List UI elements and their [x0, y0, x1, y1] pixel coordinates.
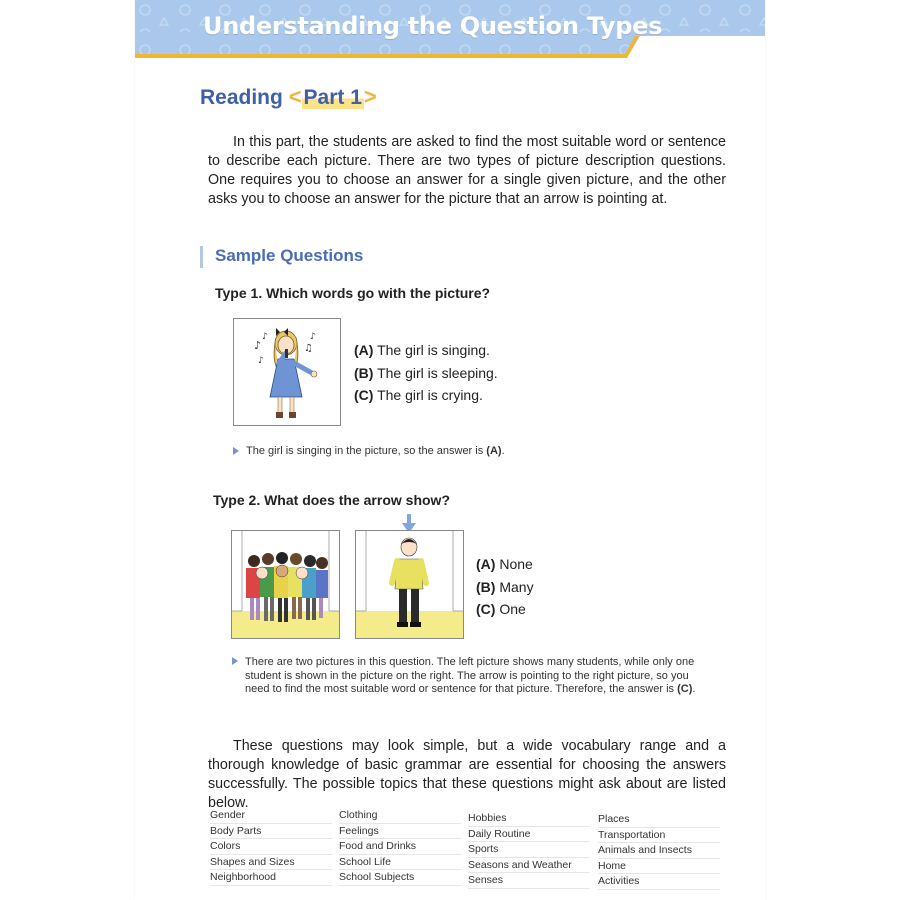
- type2-option-b: [476, 579, 534, 595]
- type1-explanation: The girl is singing in the picture, so the answer is (A).: [246, 445, 505, 457]
- header-banner: [135, 0, 765, 58]
- topic-item: Hobbies: [468, 811, 590, 827]
- option-letter: (B): [476, 579, 496, 595]
- sample-questions-heading: Sample Questions: [215, 246, 364, 265]
- option-text: None: [499, 556, 533, 572]
- option-letter: (C): [354, 387, 374, 403]
- bullet-triangle-icon: [232, 657, 238, 665]
- intro-paragraph: [208, 133, 726, 209]
- option-text: The girl is crying.: [377, 387, 483, 403]
- girl-singing-picture: [233, 318, 341, 426]
- topics-table: [210, 808, 730, 888]
- bracket-left: <: [288, 84, 302, 109]
- type2-explanation: [245, 656, 725, 697]
- type2-explanation-line: need to find the most suitable word or sentence for that picture. Therefore, the answer is (C).: [245, 683, 696, 695]
- type2-explanation-text: need to find the most suitable word or sentence for that picture. Therefore, the answer is: [245, 683, 675, 695]
- sample-heading-bar: [200, 246, 203, 268]
- section-part: Part 1: [303, 86, 362, 109]
- bracket-right: >: [363, 84, 377, 109]
- option-text: One: [499, 601, 526, 617]
- svg-text:♪: ♪: [262, 332, 268, 342]
- option-text: Many: [499, 579, 534, 595]
- option-text: The girl is singing.: [377, 342, 490, 358]
- type2-option-a: [476, 556, 533, 572]
- type1-option-a: [354, 342, 490, 358]
- topic-item: School Subjects: [339, 870, 461, 886]
- topic-item: Food and Drinks: [339, 839, 461, 855]
- type2-answer: (C): [677, 683, 693, 695]
- topic-item: Sports: [468, 842, 590, 858]
- svg-text:♪: ♪: [310, 332, 316, 342]
- many-students-illustration: [232, 531, 339, 638]
- section-title: [200, 84, 377, 110]
- topic-item: Shapes and Sizes: [210, 855, 332, 871]
- one-student-picture: [355, 530, 464, 639]
- type2-question: Type 2. What does the arrow show?: [213, 492, 450, 508]
- topics-column: [598, 812, 720, 890]
- topic-item: Animals and Insects: [598, 843, 720, 859]
- topic-item: Activities: [598, 874, 720, 890]
- svg-text:♪: ♪: [258, 356, 264, 366]
- topic-item: Transportation: [598, 828, 720, 844]
- topic-item: Colors: [210, 839, 332, 855]
- topic-item: Home: [598, 859, 720, 875]
- topic-item: Body Parts: [210, 824, 332, 840]
- option-letter: (C): [476, 601, 496, 617]
- topic-item: Neighborhood: [210, 870, 332, 886]
- type2-option-c: [476, 601, 526, 617]
- type1-option-c: [354, 387, 483, 403]
- one-student-illustration: [356, 531, 463, 638]
- topics-column: [339, 808, 461, 886]
- type1-answer: (A): [486, 445, 502, 457]
- topic-item: Senses: [468, 873, 590, 889]
- option-letter: (A): [354, 342, 374, 358]
- page: [135, 0, 765, 900]
- type1-question: Type 1. Which words go with the picture?: [215, 285, 491, 301]
- topic-item: Clothing: [339, 808, 461, 824]
- many-students-picture: [231, 530, 340, 639]
- topics-column: [210, 808, 332, 886]
- outro-paragraph: [208, 737, 726, 813]
- topic-item: Gender: [210, 808, 332, 824]
- option-text: The girl is sleeping.: [377, 365, 498, 381]
- topics-column: [468, 811, 590, 889]
- topic-item: School Life: [339, 855, 461, 871]
- svg-text:♪: ♪: [254, 339, 262, 352]
- intro-text: In this part, the students are asked to find the most suitable word or sentence to describe each picture. There are two types of picture description questions. One requires you to choose an answer for a single given picture, and the other asks you to choose an answer for the picture that an arrow is pointing at.: [208, 134, 726, 207]
- topic-item: Daily Routine: [468, 827, 590, 843]
- bullet-triangle-icon: [233, 447, 239, 455]
- type2-explanation-line: There are two pictures in this question. The left picture shows many students, while only one: [245, 656, 695, 668]
- page-header-title: Understanding the Question Types: [203, 12, 663, 40]
- section-name: Reading: [200, 86, 283, 109]
- type1-explanation-text: The girl is singing in the picture, so the answer is: [246, 445, 484, 457]
- topic-item: Seasons and Weather: [468, 858, 590, 874]
- type2-explanation-line: student is shown in the picture on the right. The arrow is pointing to the right picture, so you: [245, 669, 689, 682]
- topic-item: Places: [598, 812, 720, 828]
- topic-item: Feelings: [339, 824, 461, 840]
- option-letter: (A): [476, 556, 496, 572]
- option-letter: (B): [354, 365, 374, 381]
- outro-text: These questions may look simple, but a wide vocabulary range and a thorough knowledge of basic grammar are essential for choosing the answers successfully. The possible topics that these questions might ask about are listed below.: [208, 738, 726, 811]
- girl-singing-illustration: [234, 319, 340, 425]
- type1-option-b: [354, 365, 498, 381]
- svg-text:♫: ♫: [304, 343, 313, 354]
